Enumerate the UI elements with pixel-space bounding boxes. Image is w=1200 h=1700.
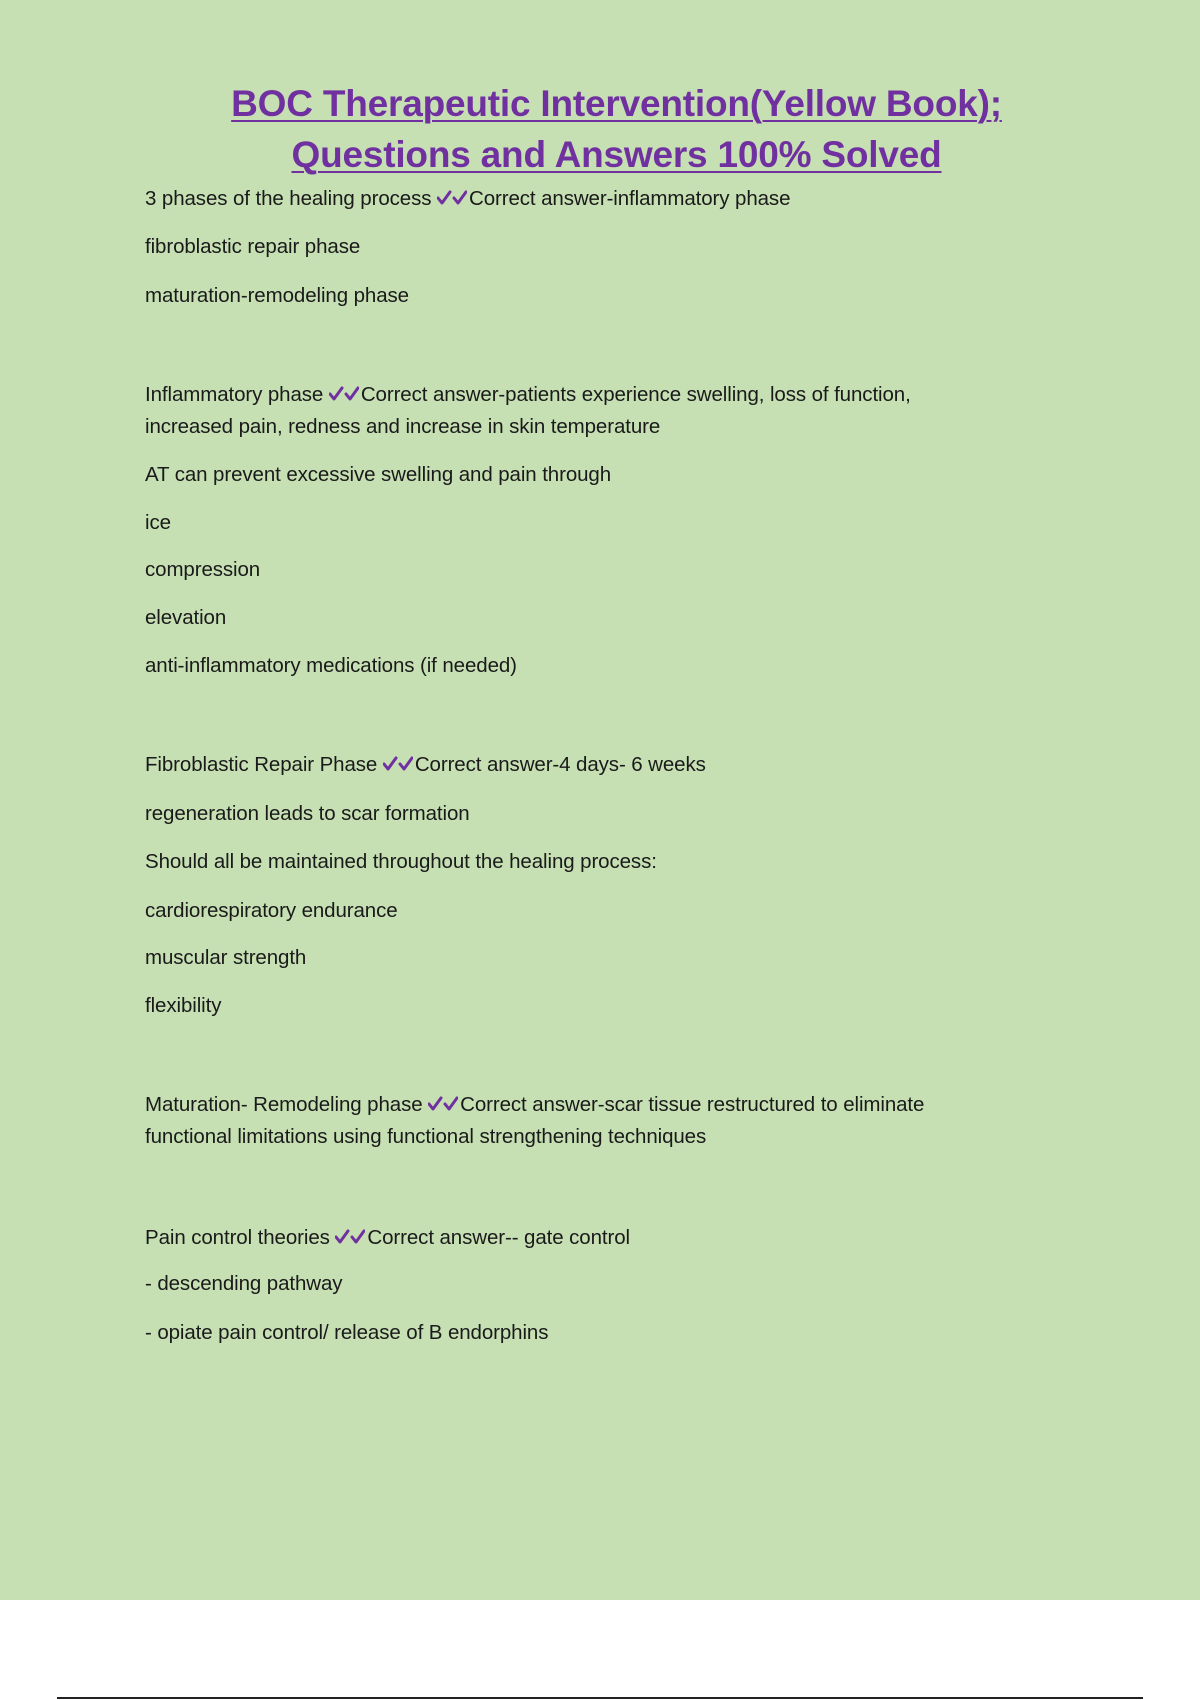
- answer-text: Correct answer-patients experience swelling, loss of function,: [360, 383, 911, 406]
- answer-text: Correct answer-scar tissue restructured to eliminate: [460, 1093, 925, 1116]
- question-line: [145, 1089, 924, 1121]
- answer-line: maturation-remodeling phase: [145, 284, 409, 307]
- answer-line: ice: [145, 511, 171, 534]
- answer-line: regeneration leads to scar formation: [145, 802, 470, 825]
- answer-line: flexibility: [145, 994, 222, 1017]
- question-line: [145, 379, 911, 411]
- double-checkmark-icon: [335, 1225, 365, 1247]
- question-text: Pain control theories: [145, 1226, 330, 1249]
- answer-line: fibroblastic repair phase: [145, 235, 361, 258]
- answer-line: AT can prevent excessive swelling and pain through: [145, 463, 612, 486]
- double-checkmark-icon: [329, 382, 359, 404]
- title-line-2: Questions and Answers 100% Solved: [291, 134, 942, 175]
- question-line: [145, 749, 706, 781]
- answer-line: Should all be maintained throughout the healing process:: [145, 850, 657, 873]
- title-line-1: BOC Therapeutic Intervention(Yellow Book);: [231, 83, 1002, 124]
- question-text: Maturation- Remodeling phase: [145, 1093, 423, 1116]
- question-text: Inflammatory phase: [145, 383, 324, 406]
- answer-line: functional limitations using functional strengthening techniques: [145, 1125, 707, 1148]
- question-line: [145, 1222, 630, 1254]
- question-text: 3 phases of the healing process: [145, 187, 432, 210]
- question-text: Fibroblastic Repair Phase: [145, 753, 378, 776]
- footer-divider: [57, 1697, 1143, 1699]
- question-line: [145, 183, 790, 215]
- double-checkmark-icon: [383, 752, 413, 774]
- answer-line: increased pain, redness and increase in skin temperature: [145, 415, 661, 438]
- answer-text: Correct answer-inflammatory phase: [468, 187, 791, 210]
- answer-line: - opiate pain control/ release of B endorphins: [145, 1321, 549, 1344]
- answer-line: - descending pathway: [145, 1272, 343, 1295]
- double-checkmark-icon: [428, 1092, 458, 1114]
- double-checkmark-icon: [437, 186, 467, 208]
- answer-text: Correct answer-4 days- 6 weeks: [414, 753, 706, 776]
- answer-line: compression: [145, 558, 261, 581]
- answer-line: muscular strength: [145, 946, 307, 969]
- answer-line: anti-inflammatory medications (if needed): [145, 654, 517, 677]
- answer-text: Correct answer-- gate control: [367, 1226, 630, 1249]
- answer-line: cardiorespiratory endurance: [145, 899, 398, 922]
- document-title: [0, 78, 1200, 180]
- answer-line: elevation: [145, 606, 227, 629]
